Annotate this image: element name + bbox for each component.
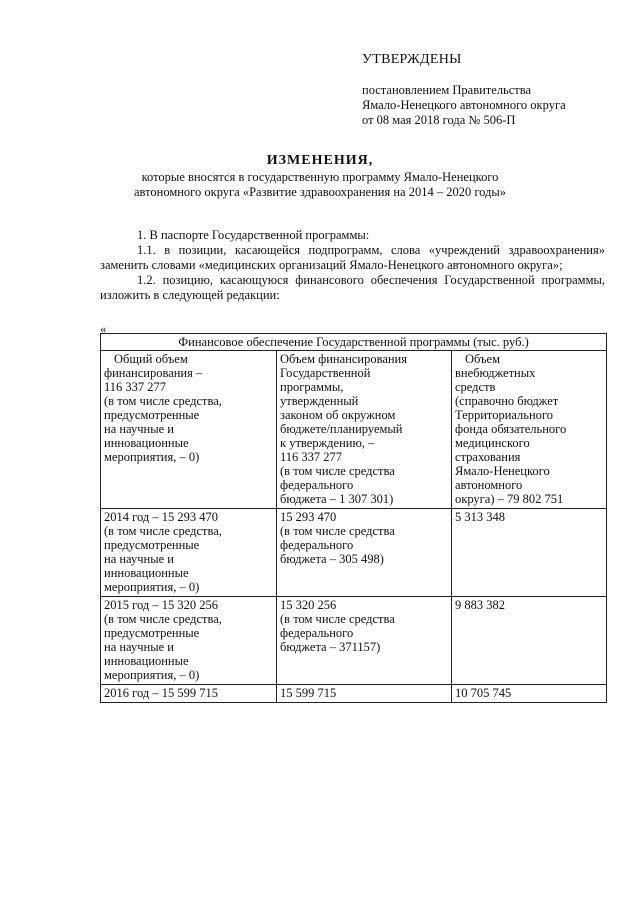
cell-line: страхования <box>455 450 521 464</box>
cell-line: Территориального <box>455 408 553 422</box>
cell-line: к утверждению, – <box>280 436 375 450</box>
cell-line: 2014 год – 15 293 470 <box>104 510 218 524</box>
title-main: ИЗМЕНЕНИЯ, <box>266 153 374 168</box>
paragraph-1: 1. В паспорте Государственной программы: <box>137 228 370 242</box>
approval-line: Ямало-Ненецкого автономного округа <box>362 98 566 112</box>
cell-line: Ямало-Ненецкого <box>455 464 550 478</box>
table-cell <box>277 509 452 597</box>
cell-line: бюджете/планируемый <box>280 422 403 436</box>
document-title <box>0 153 640 200</box>
cell-line: бюджета – 371157) <box>280 640 381 654</box>
cell-line: Государственной <box>280 366 371 380</box>
cell-line: фонда обязательного <box>455 422 567 436</box>
cell-line: 15 293 470 <box>280 510 337 524</box>
cell-line: на научные и <box>104 422 174 436</box>
cell-line: 15 599 715 <box>280 686 337 700</box>
cell-line: медицинского <box>455 436 530 450</box>
table-cell <box>101 597 277 685</box>
cell-line: автономного <box>455 478 523 492</box>
cell-line: федерального <box>280 538 354 552</box>
table-row <box>101 597 607 685</box>
table-row <box>101 351 607 509</box>
table-cell <box>101 351 277 509</box>
opening-quote: « <box>100 322 107 336</box>
cell-line: инновационные <box>104 654 189 668</box>
table-header: Финансовое обеспечение Государственной программы (тыс. руб.) <box>101 334 607 351</box>
cell-line: финансирования – <box>104 366 203 380</box>
table-cell <box>277 351 452 509</box>
cell-line: законом об окружном <box>280 408 396 422</box>
cell-line: федерального <box>280 626 354 640</box>
cell-line: утвержденный <box>280 394 359 408</box>
table-cell <box>452 351 607 509</box>
cell-line: предусмотренные <box>104 538 200 552</box>
cell-line: 10 705 745 <box>455 686 512 700</box>
title-subtitle-line: автономного округа «Развитие здравоохранения на 2014 – 2020 годы» <box>133 185 507 199</box>
title-subtitle-line: которые вносятся в государственную программу Ямало-Ненецкого <box>141 170 499 184</box>
cell-line: программы, <box>280 380 344 394</box>
table-row <box>101 685 607 703</box>
paragraph-1-1: 1.1. в позиции, касающейся подпрограмм, слова «учреждений здравоохранения» заменить словами «медицинских организаций Ямало-Ненецкого автономного округа»; <box>100 243 605 272</box>
cell-line: 116 337 277 <box>104 380 167 394</box>
cell-line: (справочно бюджет <box>455 394 559 408</box>
cell-line: 2016 год – 15 599 715 <box>104 686 218 700</box>
paragraph-1-2: 1.2. позицию, касающуюся финансового обеспечения Государственной программы, изложить в следующей редакции: <box>100 273 605 302</box>
table-cell <box>452 509 607 597</box>
financing-table <box>100 333 607 703</box>
table-cell <box>101 685 277 703</box>
cell-line: бюджета – 305 498) <box>280 552 384 566</box>
cell-line: предусмотренные <box>104 408 200 422</box>
cell-line: 2015 год – 15 320 256 <box>104 598 218 612</box>
approval-line: от 08 мая 2018 года № 506-П <box>362 113 516 127</box>
approval-block <box>362 52 632 128</box>
cell-line: 5 313 348 <box>455 510 505 524</box>
table-row <box>101 509 607 597</box>
table-cell <box>101 509 277 597</box>
cell-line: бюджета – 1 307 301) <box>280 492 394 506</box>
cell-line: (в том числе средства <box>280 524 395 538</box>
cell-line: (в том числе средства, <box>104 612 222 626</box>
cell-line: (в том числе средства, <box>104 524 222 538</box>
cell-line: округа) – 79 802 751 <box>455 492 564 506</box>
table-cell <box>452 685 607 703</box>
cell-line: мероприятия, – 0) <box>104 450 200 464</box>
cell-line: (в том числе средства <box>280 464 395 478</box>
cell-line: (в том числе средства, <box>104 394 222 408</box>
cell-line: 116 337 277 <box>280 450 343 464</box>
approval-line: постановлением Правительства <box>362 83 532 97</box>
cell-line: Объем <box>465 352 500 366</box>
cell-line: на научные и <box>104 552 174 566</box>
cell-line: мероприятия, – 0) <box>104 668 200 682</box>
cell-line: мероприятия, – 0) <box>104 580 200 594</box>
cell-line: средств <box>455 380 496 394</box>
approval-heading: УТВЕРЖДЕНЫ <box>362 52 462 67</box>
table-cell <box>277 685 452 703</box>
cell-line: 9 883 382 <box>455 598 505 612</box>
table-cell <box>277 597 452 685</box>
document-body <box>100 228 605 303</box>
cell-line: (в том числе средства <box>280 612 395 626</box>
cell-line: федерального <box>280 478 354 492</box>
cell-line: внебюджетных <box>455 366 536 380</box>
cell-line: на научные и <box>104 640 174 654</box>
cell-line: предусмотренные <box>104 626 200 640</box>
cell-line: 15 320 256 <box>280 598 337 612</box>
cell-line: Объем финансирования <box>280 352 407 366</box>
cell-line: Общий объем <box>114 352 188 366</box>
table-cell <box>452 597 607 685</box>
cell-line: инновационные <box>104 566 189 580</box>
cell-line: инновационные <box>104 436 189 450</box>
